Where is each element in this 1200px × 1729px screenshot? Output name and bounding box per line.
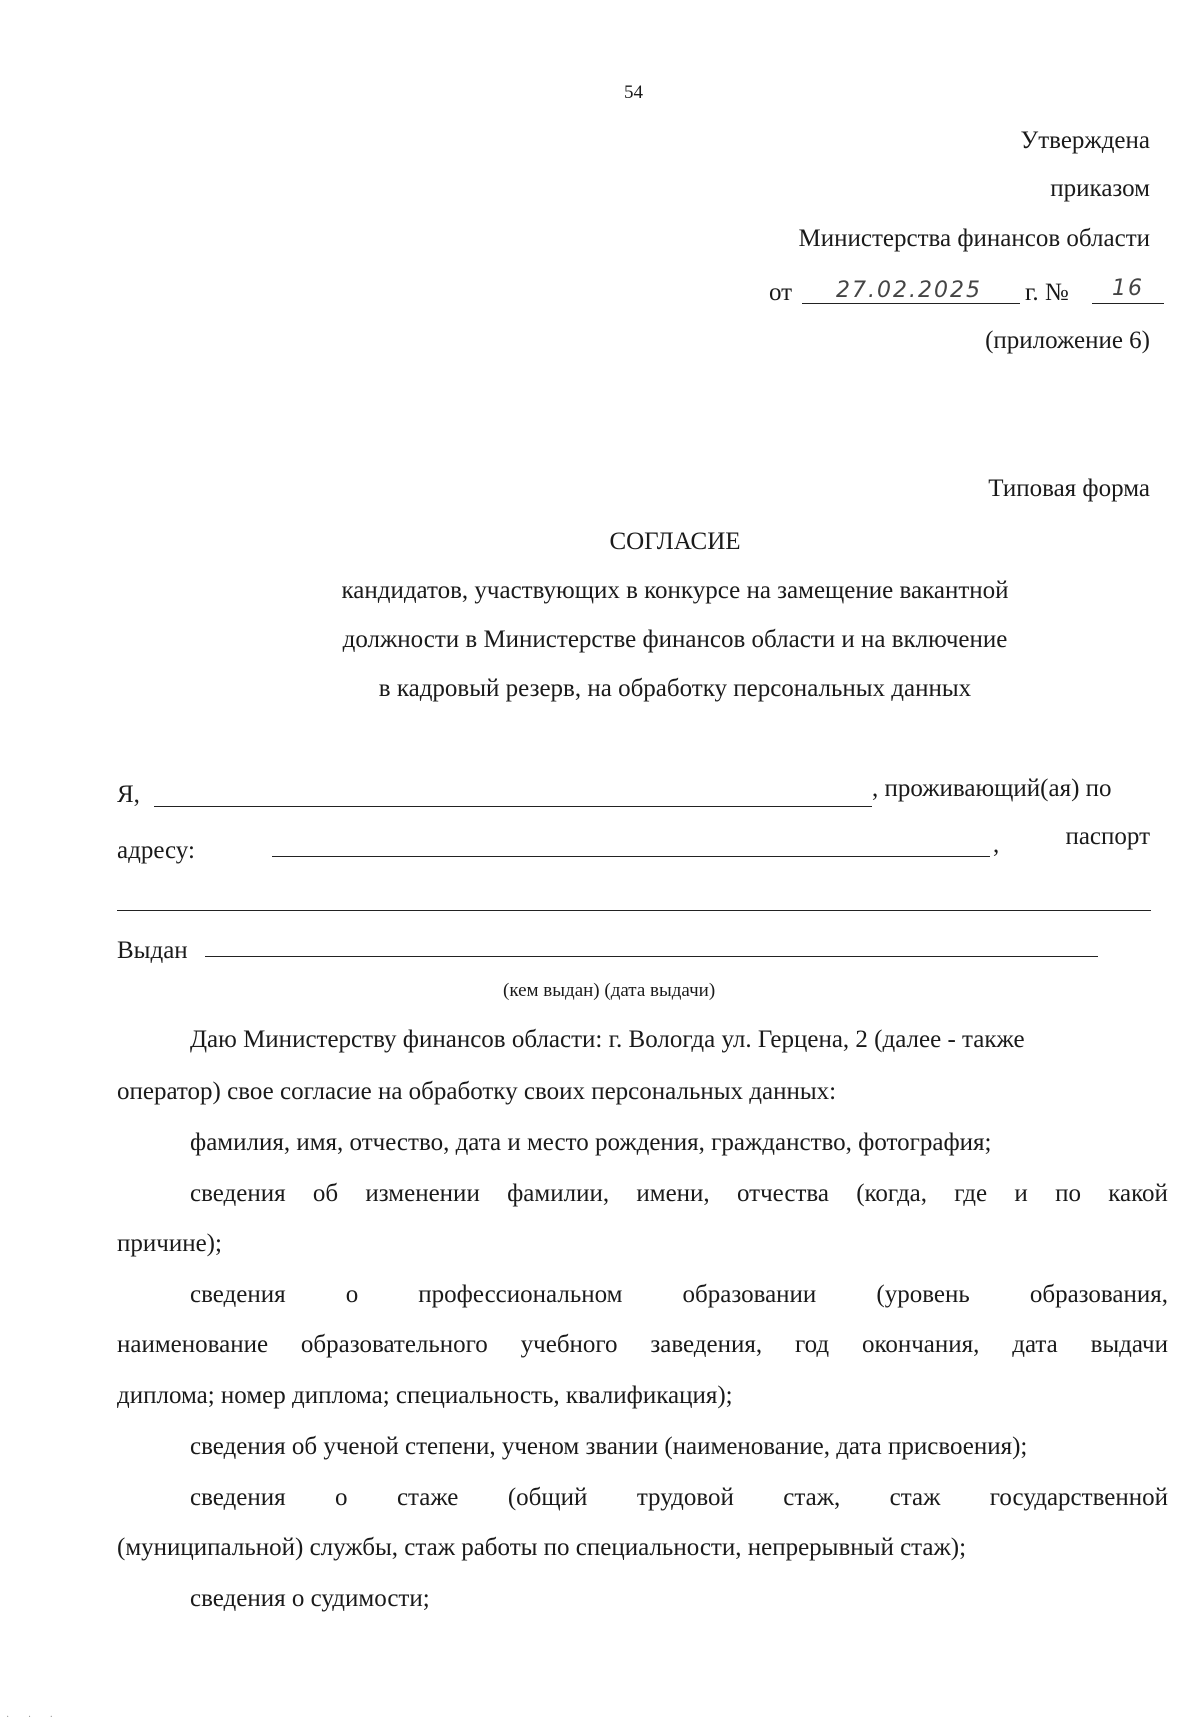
date-underline (802, 303, 1020, 304)
list-item-3-line-1: сведения о профессиональном образовании (уровень образования, (190, 1281, 1168, 1308)
issued-label: Выдан (117, 937, 188, 964)
subtitle-line-2: должности в Министерстве финансов области и на включение (342, 626, 1008, 653)
document-title: СОГЛАСИЕ (609, 528, 741, 555)
list-item-5-line-1: сведения о стаже (общий трудовой стаж, стаж государственной (190, 1484, 1168, 1511)
list-item-4: сведения об ученой степени, ученом звании (наименование, дата присвоения); (190, 1433, 1028, 1460)
paragraph-1-line-2: оператор) свое согласие на обработку своих персональных данных: (117, 1078, 837, 1105)
approval-line-2: приказом (1050, 175, 1150, 202)
passport-label: паспорт (1065, 823, 1150, 850)
approval-number-handwritten: 16 (1112, 276, 1144, 301)
number-underline (1092, 303, 1164, 304)
residing-label: , проживающий(ая) по (872, 775, 1112, 802)
page-number: 54 (624, 82, 643, 103)
paragraph-1-line-1: Даю Министерству финансов области: г. Вологда ул. Герцена, 2 (далее - также (190, 1026, 1025, 1053)
list-item-5-line-2: (муниципальной) службы, стаж работы по специальности, непрерывный стаж); (117, 1534, 967, 1561)
approval-line-1: Утверждена (1020, 127, 1150, 154)
approval-number-label: г. № (1025, 279, 1069, 306)
approval-date-handwritten: 27.02.2025 (836, 278, 982, 303)
approval-from-label: от (769, 279, 793, 306)
issued-field-line[interactable] (205, 956, 1098, 957)
form-type-label: Типовая форма (988, 475, 1150, 502)
issued-hint: (кем выдан) (дата выдачи) (503, 980, 716, 1001)
list-item-6: сведения о судимости; (190, 1585, 430, 1612)
list-item-2-line-1: сведения об изменении фамилии, имени, отчества (когда, где и по какой (190, 1180, 1168, 1207)
approval-appendix: (приложение 6) (985, 327, 1150, 354)
address-label: адресу: (117, 837, 195, 864)
passport-field-line[interactable] (117, 910, 1151, 911)
list-item-1: фамилия, имя, отчество, дата и место рождения, гражданство, фотография; (190, 1129, 992, 1156)
address-field-line[interactable] (272, 856, 990, 857)
subtitle-line-1: кандидатов, участвующих в конкурсе на замещение вакантной (341, 577, 1009, 604)
subtitle-line-3: в кадровый резерв, на обработку персональных данных (378, 675, 972, 702)
scan-specks: · · · (6, 1712, 61, 1723)
address-comma: , (993, 831, 1000, 858)
list-item-2-line-2: причине); (117, 1230, 222, 1257)
name-field-line[interactable] (154, 806, 872, 807)
list-item-3-line-2: наименование образовательного учебного заведения, год окончания, дата выдачи (117, 1331, 1168, 1358)
list-item-3-line-3: диплома; номер диплома; специальность, квалификация); (117, 1382, 733, 1409)
name-label: Я, (117, 781, 140, 808)
approval-line-3: Министерства финансов области (798, 225, 1150, 252)
